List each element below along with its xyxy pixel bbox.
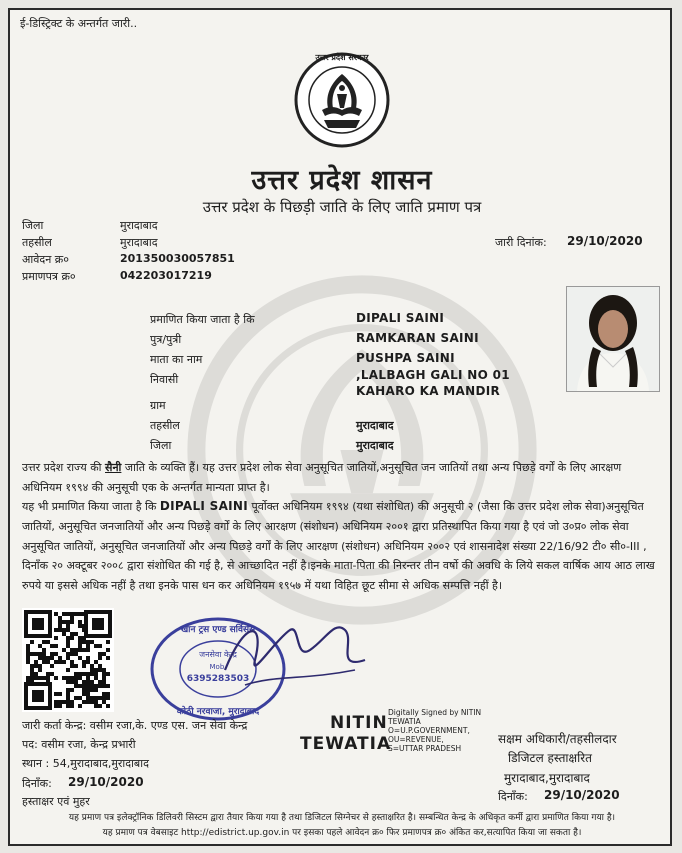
qr-module [106,684,110,688]
qr-module [74,632,78,636]
qr-module [70,612,74,616]
qr-module [86,648,90,652]
certificate-sheet [8,8,672,846]
qr-module [106,696,110,700]
qr-module [62,648,66,652]
qr-module [62,660,66,664]
qr-module [62,632,66,636]
qr-module [98,664,102,668]
digital-signature-details [388,708,481,753]
digital-signer-name-line2: TEWATIA [300,734,392,754]
authority-title: सक्षम अधिकारी/तहसीलदार [498,732,617,746]
qr-module [54,644,58,648]
qr-module [58,616,62,620]
qr-module [58,656,62,660]
qr-module [58,620,62,624]
qr-module [30,672,34,676]
qr-module [70,700,74,704]
meta-application-value: 201350030057851 [120,252,235,265]
qr-module [58,692,62,696]
qr-module [46,660,50,664]
qr-module [70,704,74,708]
qr-module [86,640,90,644]
qr-module [50,652,54,656]
qr-module [78,676,82,680]
qr-module [106,640,110,644]
qr-module [50,672,54,676]
qr-module [78,624,82,628]
qr-module [38,664,42,668]
seal-mob-label: Mob. [209,663,227,671]
qr-module [74,648,78,652]
qr-module [90,700,94,704]
qr-module [62,628,66,632]
qr-module [78,636,82,640]
qr-module [66,676,70,680]
mother-label: माता का नाम [150,353,203,366]
qr-module [74,672,78,676]
issuer-signature-label: हस्ताक्षर एवं मुहर [22,795,90,808]
qr-module [78,644,82,648]
qr-module [34,672,38,676]
qr-module [82,688,86,692]
qr-module [82,672,86,676]
qr-module [46,656,50,660]
qr-module [30,652,34,656]
qr-module [70,664,74,668]
qr-module [82,692,86,696]
qr-module [66,644,70,648]
certified-label: प्रमाणित किया जाता है कि [150,313,255,326]
qr-module [106,692,110,696]
digital-signer-name-line1: NITIN [330,713,388,733]
qr-module [102,668,106,672]
qr-module [94,672,98,676]
qr-module [66,628,70,632]
qr-module [62,700,66,704]
applicant-photo [566,286,660,392]
qr-module [86,688,90,692]
parent-label: पुत्र/पुत्री [150,333,182,346]
ds-line-5: S=UTTAR PRADESH [388,744,462,753]
qr-module [66,680,70,684]
applicant-name: DIPALI SAINI [356,311,445,325]
caste-name: सैनी [105,461,122,474]
seal-phone: 6395283503 [186,674,250,684]
qr-module [58,660,62,664]
up-government-emblem-icon [292,50,392,150]
qr-module [90,668,94,672]
qr-module [98,668,102,672]
qr-module [98,684,102,688]
qr-module [74,676,78,680]
meta-tehsil-value: मुरादाबाद [120,236,158,249]
authority-date-value: 29/10/2020 [544,788,620,802]
qr-code-icon [22,608,114,712]
qr-module [86,680,90,684]
issuer-date-value: 29/10/2020 [68,775,144,789]
qr-module [38,656,42,660]
footer-line-2: यह प्रमाण पत्र वेबसाइट http://edistrict.up.gov.in पर इसका पहले आवेदन क्र० फिर प्रमाणपत्र क्र० अंकित कर,सत्यापित किया जा सकता है। [102,828,582,838]
paragraph-applicant-name: DIPALI SAINI [159,499,249,513]
qr-module [50,656,54,660]
qr-module [82,640,86,644]
qr-module [78,704,82,708]
qr-module [94,660,98,664]
qr-module [38,652,42,656]
authority-sign-type: डिजिटल हस्ताक्षरित [508,751,592,765]
meta-certificate-label: प्रमाणपत्र क्र० [22,270,76,283]
qr-module [90,680,94,684]
qr-module [54,676,58,680]
qr-module [98,696,102,700]
qr-module [54,660,58,664]
qr-module [86,700,90,704]
qr-module [42,660,46,664]
qr-module [54,652,58,656]
meta-district-label: जिला [22,219,44,232]
qr-module [42,648,46,652]
qr-module [50,664,54,668]
qr-module [94,676,98,680]
qr-module [106,648,110,652]
qr-module [42,640,46,644]
qr-module [38,644,42,648]
paragraph-caste-before: उत्तर प्रदेश राज्य की [22,461,106,474]
meta-tehsil-label: तहसील [22,236,52,249]
qr-module [58,628,62,632]
qr-module [66,692,70,696]
qr-module [26,660,30,664]
qr-module [26,656,30,660]
qr-module [46,640,50,644]
qr-module [86,644,90,648]
qr-module [78,620,82,624]
qr-module [74,680,78,684]
qr-module [26,644,30,648]
qr-module [66,624,70,628]
paragraph-creamy-before: यह भी प्रमाणित किया जाता है कि [22,500,160,513]
detail-tehsil-value: मुरादाबाद [356,419,394,432]
qr-module [30,676,34,680]
issuer-place-line: स्थान : 54,मुरादाबाद,मुरादाबाद [22,757,149,770]
qr-module [90,640,94,644]
qr-module [78,612,82,616]
qr-module [58,704,62,708]
qr-module [34,660,38,664]
qr-module [42,652,46,656]
ds-line-2: TEWATIA [388,717,421,726]
qr-module [86,660,90,664]
village-label: ग्राम [150,399,166,412]
qr-module [90,672,94,676]
authority-place: मुरादाबाद,मुरादाबाद [504,771,590,785]
qr-module [102,700,106,704]
address-line-2: KAHARO KA MANDIR [356,384,501,398]
seal-top-text: खान ट्रस एण्ड सर्विसेस [180,625,256,635]
qr-module [38,676,42,680]
certificate-subtitle: उत्तर प्रदेश के पिछड़ी जाति के लिए जाति प्रमाण पत्र [202,198,482,216]
seal-bottom-text: कोठी नरवाजा, मुरादाबाद [176,707,260,717]
qr-module [90,664,94,668]
qr-module [66,688,70,692]
qr-module [70,652,74,656]
qr-module [106,704,110,708]
qr-module [102,680,106,684]
qr-module [86,676,90,680]
qr-module [38,668,42,672]
footer-line-1: यह प्रमाण पत्र इलेक्ट्रॉनिक डिलिवरी सिस्टम द्वारा तैयार किया गया है तथा डिजिटल सिग्नेचर से हस्ताक्षरित है। सम्बन्धित केन्द्र के अधिकृत कर्मी द्वारा प्रमाणित किया गया है। [68,813,616,823]
qr-module [74,664,78,668]
qr-module [46,672,50,676]
qr-module [70,616,74,620]
ds-line-3: O=U.P.GOVERNMENT, [388,726,470,735]
qr-module [106,672,110,676]
paragraph-creamy-after: पूर्वोक्त अधिनियम १९९४ (यथा संशोधित) की अनुसूची २ (जैसा कि उत्तर प्रदेश लोक सेवा)अनुसूचित जातियों, अनुसूचित जनजातियों और अन्य पिछड़े वर्गों के लिए आरक्षण (संशोधन) अधिनियम २००१ द्वारा प्रतिस्थापित किया गया है एवं जो उ०प्र० लोक सेवा अनुसूचित जातियों, अनुसूचित जनजातियों और अन्य पिछड़े वर्गों के लिए आरक्षण (संशोधन) अधिनियम २००२ एवं शासनादेश संख्या 22/16/92 टी० सी०-III , दिनाँक २० अक्टूबर २००८ द्वारा संशोधित की गई है, से आच्छादित नहीं है।इनके माता-पिता की निरन्तर तीन वर्षो की अवधि के लिये सकल वार्षिक आय आठ लाख रुपये या इससे अधिक नहीं है तथा इनके पास धन कर अधिनियम १९५७ में यथा विहित छूट सीमा से अधिक सम्पत्ति नहीं है। [22,500,655,593]
qr-module [94,668,98,672]
qr-module [70,648,74,652]
qr-module [74,652,78,656]
qr-module [54,612,58,616]
qr-module [86,696,90,700]
qr-module [70,680,74,684]
qr-module [94,644,98,648]
qr-module [78,684,82,688]
qr-module [102,692,106,696]
qr-module [98,704,102,708]
qr-module [78,640,82,644]
issuer-post-line: पद: वसीम रजा, केन्द्र प्रभारी [22,738,136,751]
qr-module [34,652,38,656]
meta-certificate-value: 042203017219 [120,269,212,282]
qr-module [82,648,86,652]
qr-module [74,696,78,700]
qr-module [66,652,70,656]
qr-module [66,636,70,640]
qr-module [66,696,70,700]
qr-module [106,656,110,660]
qr-module [46,676,50,680]
qr-module [66,620,70,624]
qr-module [26,676,30,680]
qr-module [42,656,46,660]
qr-module [94,688,98,692]
qr-module [50,644,54,648]
qr-module [26,652,30,656]
paragraph-creamy-layer [22,497,662,596]
qr-module [78,672,82,676]
qr-module [82,684,86,688]
qr-module [34,676,38,680]
qr-module [90,688,94,692]
qr-module [102,684,106,688]
mother-name: PUSHPA SAINI [356,351,455,365]
resident-label: निवासी [150,373,179,386]
qr-module [54,704,58,708]
qr-module [82,664,86,668]
emblem-text: उत्तर प्रदेश सरकार [315,53,369,62]
qr-module [54,628,58,632]
qr-module [98,680,102,684]
qr-module [70,660,74,664]
qr-module [66,668,70,672]
qr-module [94,704,98,708]
qr-module [102,652,106,656]
issuer-date-label: दिनाँक: [22,777,52,790]
qr-module [98,656,102,660]
qr-module [62,612,66,616]
detail-district-label: जिला [150,439,172,452]
qr-module [70,688,74,692]
qr-module [94,700,98,704]
qr-module [86,692,90,696]
issue-date-label: जारी दिनांक: [495,236,547,249]
issuer-center-line: जारी कर्ता केन्द्र: वसीम रजा,के. एण्ड एस. जन सेवा केन्द्र [22,719,248,732]
qr-module [90,684,94,688]
handwritten-signature-icon [215,600,375,710]
parent-name: RAMKARAN SAINI [356,331,479,345]
qr-module [66,612,70,616]
ds-line-1: Digitally Signed by NITIN [388,708,482,717]
qr-module [78,696,82,700]
qr-module [70,636,74,640]
qr-module [66,700,70,704]
qr-module [34,664,38,668]
qr-module [70,620,74,624]
qr-module [62,676,66,680]
authority-date-label: दिनाँक: [498,790,528,803]
qr-module [74,612,78,616]
qr-module [58,700,62,704]
qr-module [54,700,58,704]
qr-module [82,660,86,664]
paragraph-caste-after: जाति के व्यक्ति हैं। यह उत्तर प्रदेश लोक सेवा अनुसूचित जातियों,अनुसूचित जन जातियों तथा अन्य पिछड़े वर्गों के लिए आरक्षण अधिनियम १९९४ की अनुसूची एक के अन्तर्गत मान्यता प्राप्त है। [22,461,622,494]
qr-module [74,684,78,688]
qr-module [86,672,90,676]
qr-module [98,644,102,648]
qr-module [102,676,106,680]
meta-district-value: मुरादाबाद [120,219,158,232]
paragraph-caste [22,458,662,498]
qr-module [90,696,94,700]
issue-date-value: 29/10/2020 [567,234,643,248]
qr-module [78,648,82,652]
address-line-1: ,LALBAGH GALI NO 01 [356,368,510,382]
qr-module [54,636,58,640]
qr-module [78,656,82,660]
qr-module [70,676,74,680]
ds-line-4: OU=REVENUE, [388,735,444,744]
qr-module [94,684,98,688]
qr-module [102,696,106,700]
qr-module [94,696,98,700]
qr-module [102,672,106,676]
qr-module [30,664,34,668]
top-note: ई-डिस्ट्रिक्ट के अन्तर्गत जारी.. [20,17,138,30]
qr-module [42,676,46,680]
qr-module [82,700,86,704]
qr-module [82,680,86,684]
qr-module [66,704,70,708]
detail-tehsil-label: तहसील [150,419,180,432]
detail-district-value: मुरादाबाद [356,439,394,452]
qr-module [30,668,34,672]
seal-mid-text: जनसेवा केन्द्र [199,650,237,659]
qr-module [26,648,30,652]
page-title: उत्तर प्रदेश शासन [251,165,433,196]
qr-module [66,656,70,660]
qr-module [30,640,34,644]
qr-module [86,684,90,688]
qr-module [66,640,70,644]
qr-module [70,632,74,636]
qr-module [98,652,102,656]
qr-module [54,692,58,696]
qr-module [58,624,62,628]
qr-module [62,620,66,624]
meta-application-label: आवेदन क्र० [22,253,69,266]
qr-module [86,656,90,660]
